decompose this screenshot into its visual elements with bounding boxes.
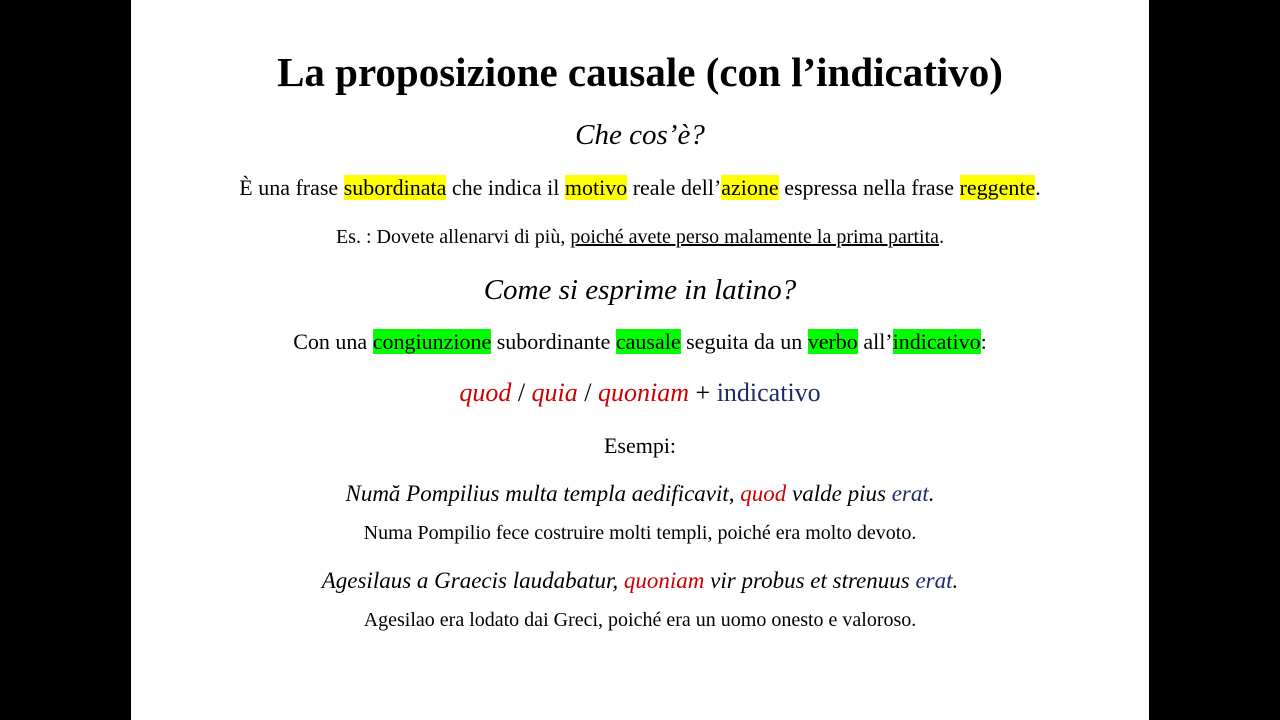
definition-sentence xyxy=(131,174,1149,202)
conjunction-quod: quod xyxy=(459,378,512,407)
latin-example-1 xyxy=(131,479,1149,509)
highlight-congiunzione: congiunzione xyxy=(372,329,492,354)
definition-text: espressa nella frase xyxy=(778,175,960,200)
italian-example xyxy=(131,224,1149,250)
latin-rule-sentence xyxy=(131,328,1149,356)
slide xyxy=(131,0,1149,720)
highlight-indicativo: indicativo xyxy=(892,329,981,354)
formula-mood-indicativo: indicativo xyxy=(716,378,821,407)
latin-example-2 xyxy=(131,566,1149,596)
translation-example-1: Numa Pompilio fece costruire molti templi, poiché era molto devoto. xyxy=(363,522,917,544)
example-prefix: Es. : Dovete allenarvi di più, xyxy=(335,226,571,248)
rule-text: subordinante xyxy=(491,329,616,354)
latin-conjunction: quoniam xyxy=(623,568,705,593)
rule-text: Con una xyxy=(293,329,373,354)
latin-text: vir probus et strenuus xyxy=(704,568,916,593)
latin-text: . xyxy=(952,568,959,593)
latin-conjunction: quod xyxy=(740,481,787,506)
latin-text: valde pius xyxy=(786,481,892,506)
formula-plus: + xyxy=(689,378,717,407)
slide-title: La proposizione causale (con l’indicativo) xyxy=(277,49,1003,95)
rule-text: all’ xyxy=(857,329,893,354)
definition-text: È una frase xyxy=(239,175,344,200)
example-causal-clause: poiché avete perso malamente la prima partita xyxy=(570,226,940,248)
conjunction-quoniam: quoniam xyxy=(598,378,690,407)
translation-example-2: Agesilao era lodato dai Greci, poiché era un uomo onesto e valoroso. xyxy=(363,609,917,631)
highlight-causale: causale xyxy=(615,329,681,354)
conjunction-quia: quia xyxy=(531,378,578,407)
latin-text: Agesilaus a Graecis laudabatur, xyxy=(321,568,624,593)
question-what-is-it: Che cos’è? xyxy=(575,119,705,151)
definition-text: che indica il xyxy=(446,175,565,200)
example-suffix: . xyxy=(939,226,945,248)
latin-text: Numă Pompilius multa templa aedificavit, xyxy=(345,481,741,506)
examples-heading: Esempi: xyxy=(603,433,677,458)
highlight-reggente: reggente xyxy=(959,175,1036,200)
conjunction-formula xyxy=(131,377,1149,409)
definition-text: reale dell’ xyxy=(627,175,722,200)
rule-text: seguita da un xyxy=(680,329,808,354)
latin-verb: erat xyxy=(915,568,953,593)
highlight-verbo: verbo xyxy=(807,329,858,354)
highlight-subordinata: subordinata xyxy=(343,175,447,200)
latin-verb: erat xyxy=(891,481,929,506)
formula-separator: / xyxy=(577,378,599,407)
formula-separator: / xyxy=(511,378,532,407)
rule-text: : xyxy=(980,329,987,354)
question-how-in-latin: Come si esprime in latino? xyxy=(483,274,797,306)
definition-text: . xyxy=(1035,175,1041,200)
highlight-azione: azione xyxy=(721,175,779,200)
latin-text: . xyxy=(928,481,935,506)
highlight-motivo: motivo xyxy=(564,175,628,200)
